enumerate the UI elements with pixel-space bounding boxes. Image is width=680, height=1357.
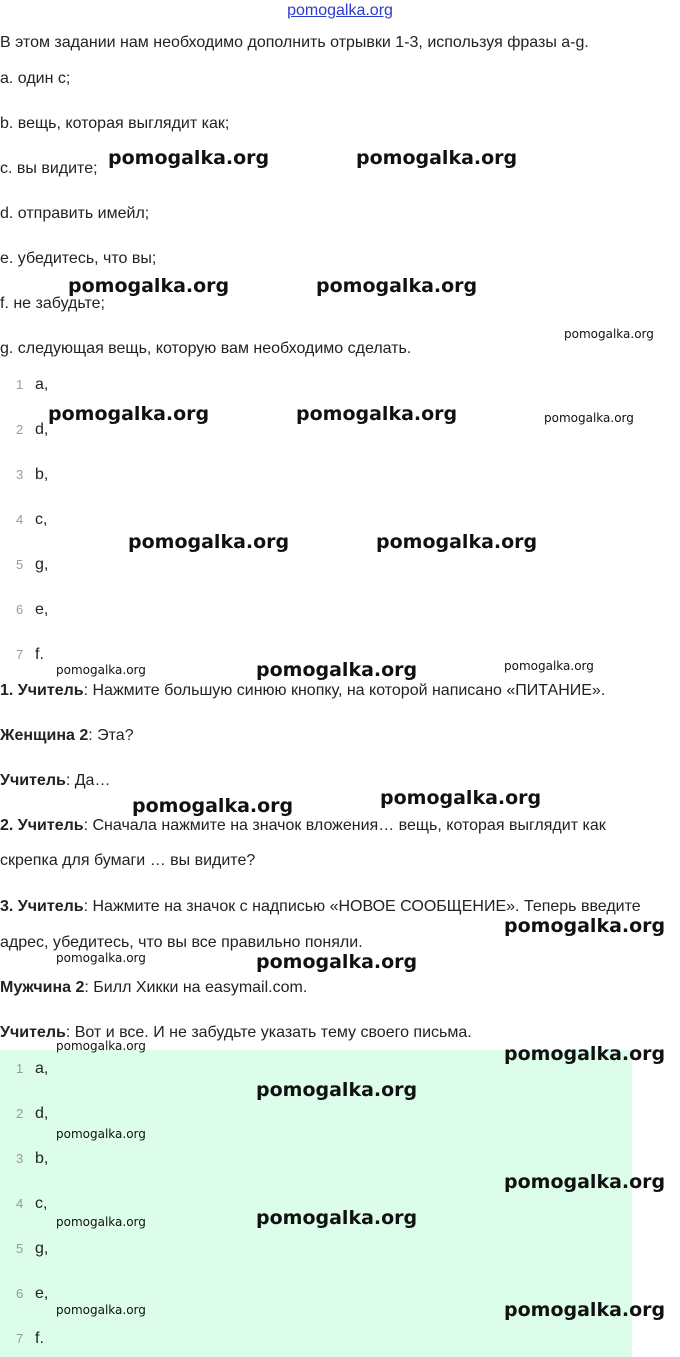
speech: скрепка для бумаги … вы видите? <box>0 852 256 869</box>
watermark: pomogalka.org <box>56 1039 146 1053</box>
item-number: 7 <box>16 647 24 662</box>
item-number: 7 <box>16 1331 24 1346</box>
item-value: e, <box>35 601 49 618</box>
dialogue-line <box>0 897 641 917</box>
item-number: 2 <box>16 1106 24 1121</box>
list-item <box>16 1284 48 1304</box>
watermark: pomogalka.org <box>504 915 666 937</box>
speaker: 3. Учитель <box>0 898 84 915</box>
answer-highlight-box <box>0 1050 632 1357</box>
item-value: f. <box>35 1330 44 1347</box>
dialogue-line <box>0 816 606 836</box>
watermark: pomogalka.org <box>128 531 290 553</box>
item-value: e, <box>35 1285 49 1302</box>
watermark: pomogalka.org <box>504 659 594 673</box>
watermark: pomogalka.org <box>108 147 270 169</box>
phrase-b: b. вещь, которая выглядит как; <box>0 115 230 132</box>
item-number: 5 <box>16 557 24 572</box>
speech: : Билл Хикки на easymail.com. <box>84 979 308 996</box>
watermark: pomogalka.org <box>504 1171 666 1193</box>
phrase-f: f. не забудьте; <box>0 295 105 312</box>
list-item <box>16 465 48 485</box>
speech: : Нажмите большую синюю кнопку, на которой написано «ПИТАНИЕ». <box>83 682 606 699</box>
dialogue-line <box>0 851 255 871</box>
speaker: Мужчина 2 <box>0 979 85 996</box>
item-value: a, <box>35 1060 49 1077</box>
item-value: d, <box>35 421 49 438</box>
phrase-d: d. отправить имейл; <box>0 205 150 222</box>
speaker: 1. Учитель <box>0 682 84 699</box>
watermark: pomogalka.org <box>296 403 458 425</box>
watermark: pomogalka.org <box>316 275 478 297</box>
item-value: b, <box>35 1150 49 1167</box>
watermark: pomogalka.org <box>564 327 654 341</box>
task-intro: В этом задании нам необходимо дополнить отрывки 1-3, используя фразы a-g. <box>0 34 589 51</box>
dialogue-line <box>0 681 605 701</box>
speech: : Эта? <box>88 727 134 744</box>
site-header-link[interactable]: pomogalka.org <box>287 2 393 19</box>
item-value: g, <box>35 556 49 573</box>
item-value: g, <box>35 1240 49 1257</box>
item-number: 3 <box>16 1151 24 1166</box>
phrase-c: c. вы видите; <box>0 160 98 177</box>
speech: адрес, убедитесь, что вы все правильно поняли. <box>0 934 363 951</box>
dialogue-line <box>0 978 307 998</box>
item-value: a, <box>35 376 49 393</box>
dialogue-line <box>0 1023 472 1043</box>
watermark: pomogalka.org <box>56 663 146 677</box>
watermark: pomogalka.org <box>56 1127 146 1141</box>
watermark: pomogalka.org <box>256 951 418 973</box>
item-number: 4 <box>16 1196 24 1211</box>
speaker: 2. Учитель <box>0 817 84 834</box>
item-number: 6 <box>16 1286 24 1301</box>
list-item <box>16 1239 48 1259</box>
phrase-e: e. убедитесь, что вы; <box>0 250 157 267</box>
item-number: 6 <box>16 602 24 617</box>
item-value: d, <box>35 1105 49 1122</box>
watermark: pomogalka.org <box>504 1299 666 1321</box>
watermark: pomogalka.org <box>256 659 418 681</box>
speaker: Учитель <box>0 1024 66 1041</box>
list-item <box>16 375 48 395</box>
item-number: 1 <box>16 377 24 392</box>
item-number: 3 <box>16 467 24 482</box>
list-item <box>16 420 48 440</box>
item-value: c, <box>35 511 48 528</box>
list-item <box>16 600 48 620</box>
watermark: pomogalka.org <box>544 411 634 425</box>
item-number: 1 <box>16 1061 24 1076</box>
speech: : Вот и все. И не забудьте указать тему своего письма. <box>65 1024 472 1041</box>
watermark: pomogalka.org <box>56 1215 146 1229</box>
list-item <box>16 555 48 575</box>
item-value: b, <box>35 466 49 483</box>
speech: : Сначала нажмите на значок вложения… вещь, которая выглядит как <box>83 817 606 834</box>
list-item <box>16 1194 47 1214</box>
watermark: pomogalka.org <box>256 1207 418 1229</box>
speaker: Женщина 2 <box>0 727 89 744</box>
item-number: 4 <box>16 512 24 527</box>
watermark: pomogalka.org <box>356 147 518 169</box>
speech: : Нажмите на значок с надписью «НОВОЕ СООБЩЕНИЕ». Теперь введите <box>83 898 641 915</box>
watermark: pomogalka.org <box>56 1303 146 1317</box>
list-item <box>16 1329 44 1349</box>
phrase-a: a. один с; <box>0 70 71 87</box>
watermark: pomogalka.org <box>68 275 230 297</box>
dialogue-line <box>0 771 110 791</box>
list-item <box>16 1149 48 1169</box>
watermark: pomogalka.org <box>56 951 146 965</box>
item-value: f. <box>35 646 44 663</box>
item-number: 5 <box>16 1241 24 1256</box>
watermark: pomogalka.org <box>380 787 542 809</box>
speech: : Да… <box>65 772 111 789</box>
watermark: pomogalka.org <box>132 795 294 817</box>
item-value: c, <box>35 1195 48 1212</box>
list-item <box>16 1104 48 1124</box>
watermark: pomogalka.org <box>504 1043 666 1065</box>
list-item <box>16 510 47 530</box>
list-item <box>16 645 44 665</box>
speaker: Учитель <box>0 772 66 789</box>
watermark: pomogalka.org <box>376 531 538 553</box>
dialogue-line <box>0 726 134 746</box>
dialogue-line <box>0 933 363 953</box>
item-number: 2 <box>16 422 24 437</box>
watermark: pomogalka.org <box>256 1079 418 1101</box>
phrase-g: g. следующая вещь, которую вам необходимо сделать. <box>0 340 412 357</box>
watermark: pomogalka.org <box>48 403 210 425</box>
list-item <box>16 1059 48 1079</box>
